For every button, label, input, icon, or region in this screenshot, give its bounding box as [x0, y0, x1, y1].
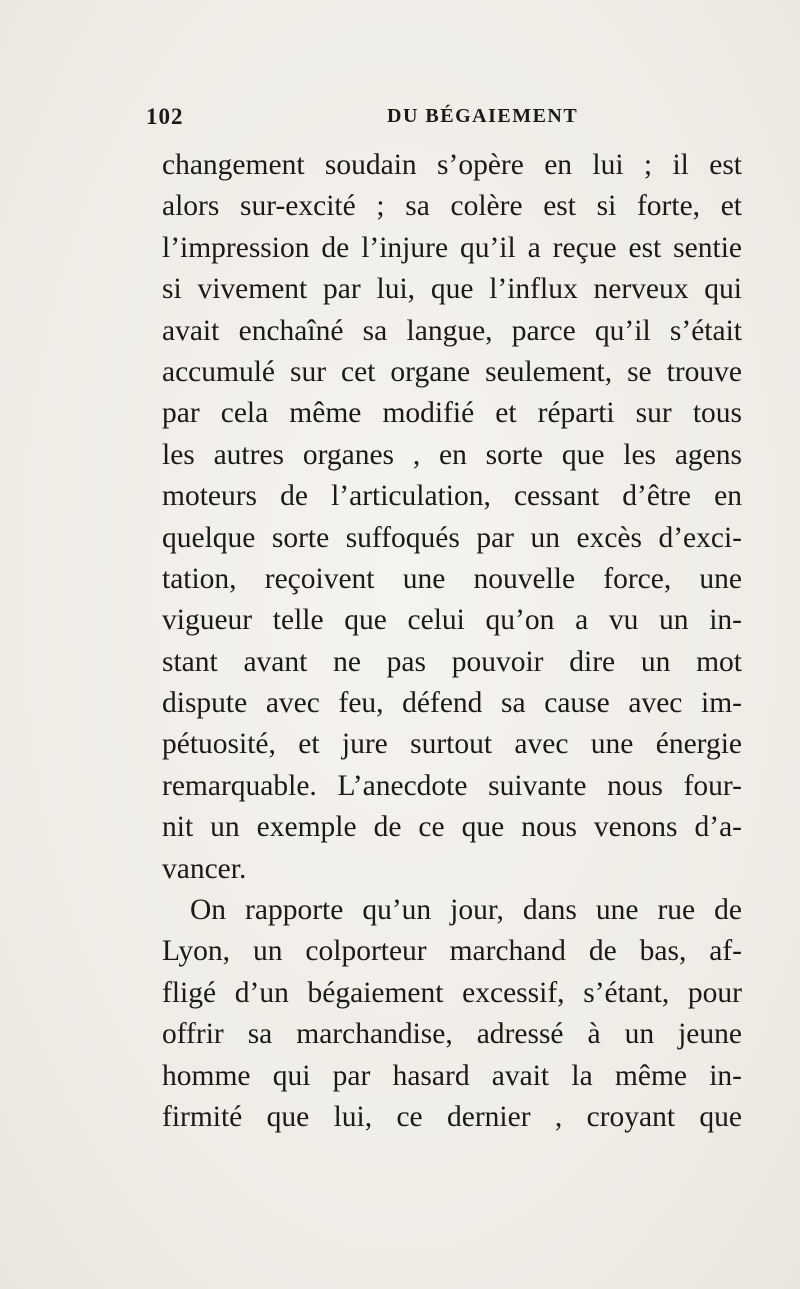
text-line: avait enchaîné sa langue, parce qu’il s’était	[162, 314, 742, 347]
text-line: stant avant ne pas pouvoir dire un mot	[162, 645, 742, 678]
text-line: si vivement par lui, que l’influx nerveux qui	[162, 273, 742, 306]
text-line: vancer.	[162, 852, 247, 885]
text-line: moteurs de l’articulation, cessant d’être en	[162, 480, 742, 513]
text-line: pétuosité, et jure surtout avec une énergie	[162, 728, 742, 761]
text-line: Lyon, un colporteur marchand de bas, af-	[162, 935, 742, 968]
text-line: nit un exemple de ce que nous venons d’a-	[162, 811, 742, 844]
text-line: homme qui par hasard avait la même in-	[162, 1059, 742, 1092]
page-number: 102	[146, 104, 184, 129]
text-line: dispute avec feu, défend sa cause avec im-	[162, 687, 742, 720]
text-line: tation, reçoivent une nouvelle force, une	[162, 562, 742, 595]
body-text	[162, 145, 742, 1138]
text-line: l’impression de l’injure qu’il a reçue est sentie	[162, 231, 742, 264]
text-line: On rapporte qu’un jour, dans une rue de	[190, 894, 742, 927]
text-line: fligé d’un bégaiement excessif, s’étant, pour	[162, 976, 742, 1009]
text-line: firmité que lui, ce dernier , croyant que	[162, 1100, 742, 1133]
running-title: DU BÉGAIEMENT	[387, 105, 579, 127]
text-line: changement soudain s’opère en lui ; il est	[162, 149, 742, 181]
running-head	[140, 104, 740, 134]
text-line: les autres organes , en sorte que les agens	[162, 438, 742, 471]
text-line: offrir sa marchandise, adressé à un jeune	[162, 1018, 742, 1051]
text-line: alors sur-excité ; sa colère est si forte, et	[162, 190, 742, 223]
text-line: par cela même modifié et réparti sur tous	[162, 397, 742, 430]
text-line: vigueur telle que celui qu’on a vu un in-	[162, 604, 742, 637]
text-line: accumulé sur cet organe seulement, se trouve	[162, 355, 742, 388]
text-line: remarquable. L’anecdote suivante nous four-	[162, 769, 742, 802]
text-line: quelque sorte suffoqués par un excès d’exci-	[162, 521, 742, 554]
